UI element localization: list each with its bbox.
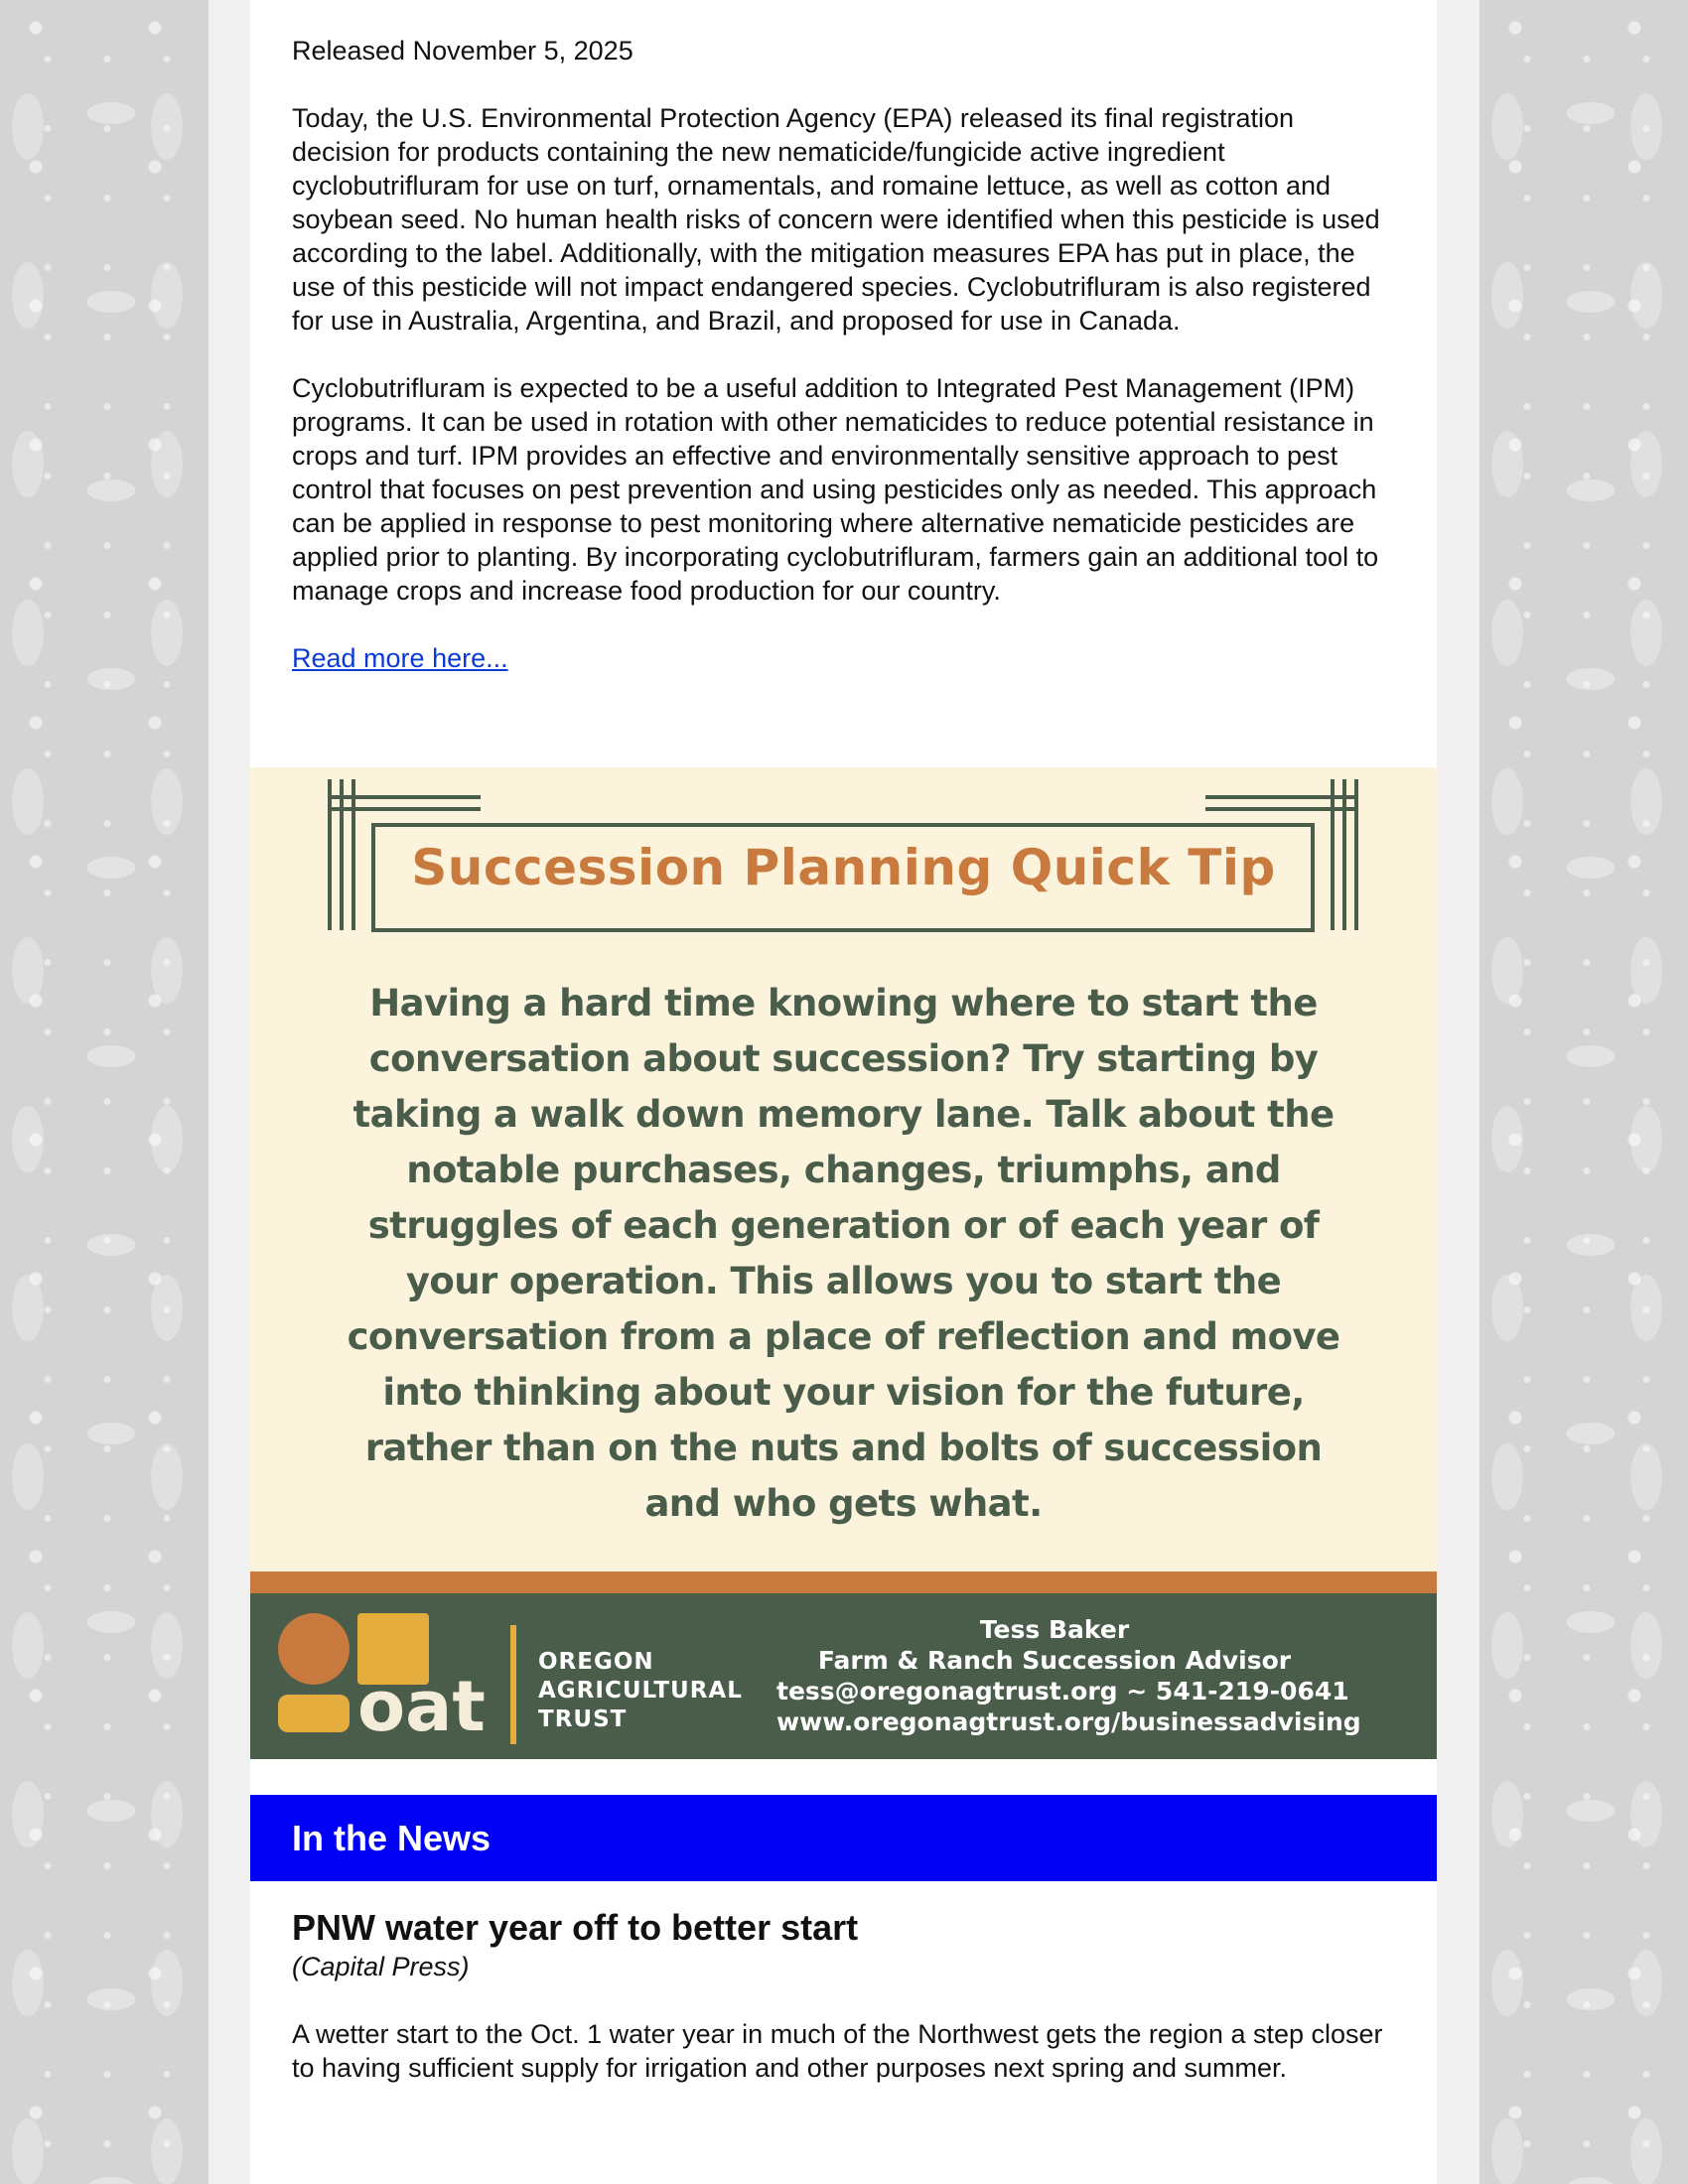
orange-divider: [250, 1571, 1437, 1593]
org-name-line: AGRICULTURAL: [538, 1678, 743, 1704]
right-decorative-border: [1479, 0, 1688, 2184]
advisor-name: Tess Baker: [979, 1615, 1130, 1644]
article-paragraph: Cyclobutrifluram is expected to be a useful addition to Integrated Pest Management (IPM) programs. It can be used in rotation with other nematicides to reduce potential resistance in crops and turf. IPM provides an effective and environmentally sensitive approach to pest control that focuses on pest prevention and using pesticides only as needed. This approach can be applied in response to pest monitoring where alternative nematicide pesticides are applied prior to planting. By incorporating cyclobutrifluram, farmers gain an additional tool to manage crops and increase food production for our country.: [292, 373, 1379, 606]
logo-wordmark: oat: [357, 1666, 486, 1734]
news-section-header: [250, 1795, 1437, 1881]
tip-body: Having a hard time knowing where to start the conversation about succession? Try starting by taking a walk down memory lane. Talk about the notable purchases, changes, triumphs, and struggles of each generation or of each year of your operation. This allows you to start the conversation from a place of reflection and move into thinking about your vision for the future, rather than on the nuts and bolts of succession and who gets what.: [347, 982, 1340, 1525]
org-name-line: TRUST: [538, 1706, 628, 1732]
advisor-role: Farm & Ranch Succession Advisor: [817, 1646, 1292, 1675]
article: [250, 0, 1437, 675]
advisor-website: www.oregonagtrust.org/businessadvising: [776, 1707, 1361, 1736]
news-source: (Capital Press): [292, 1952, 470, 1981]
advisor-email-phone: tess@oregonagtrust.org ~ 541-219-0641: [776, 1677, 1349, 1706]
newsletter-content: [250, 0, 1437, 2184]
release-date: Released November 5, 2025: [292, 36, 633, 66]
tip-title: Succession Planning Quick Tip: [411, 839, 1276, 896]
org-name-line: OREGON: [538, 1649, 654, 1675]
news-item: [292, 1906, 1394, 2085]
org-name: [538, 1648, 743, 1734]
news-summary: A wetter start to the Oct. 1 water year in much of the Northwest gets the region a step closer to having sufficient supply for irrigation and other purposes next spring and summer.: [292, 2019, 1383, 2083]
article-paragraph: Today, the U.S. Environmental Protection Agency (EPA) released its final registration decision for products containing the new nematicide/fungicide active ingredient cyclobutrifluram for use on turf, ornamentals, and romaine lettuce, as well as cotton and soybean seed. No human health risks of concern were identified when this pesticide is used according to the label. Additionally, with the mitigation measures EPA has put in place, the use of this pesticide will not impact endangered species. Cyclobutrifluram is also registered for use in Australia, Argentina, and Brazil, and proposed for use in Canada.: [292, 103, 1380, 336]
news-section-title: In the News: [292, 1818, 492, 1858]
left-decorative-border: [0, 0, 209, 2184]
logo-divider: [510, 1625, 516, 1744]
news-headline: PNW water year off to better start: [292, 1907, 859, 1948]
advisor-contact: [776, 1614, 1361, 1737]
oat-logo: [276, 1611, 499, 1734]
read-more-link[interactable]: Read more here...: [292, 643, 508, 673]
